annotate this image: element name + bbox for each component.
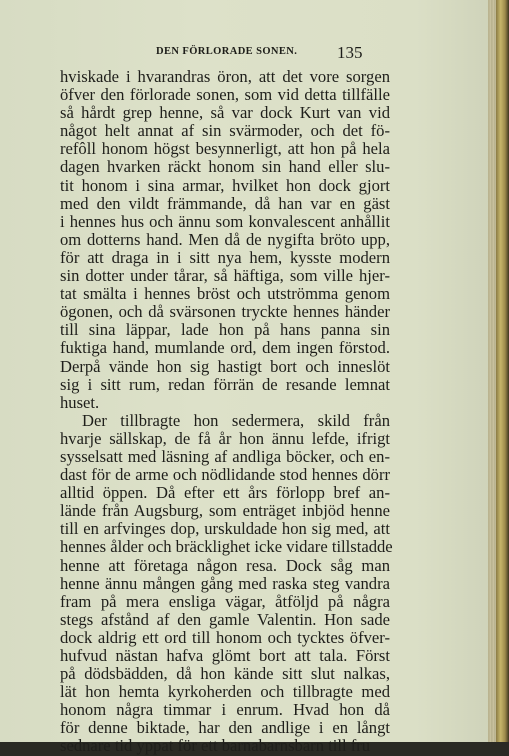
text-line: honom några timmar i enrum. Hvad hon då: [60, 700, 390, 720]
text-line: öfver den förlorade sonen, som vid detta tillfälle: [60, 85, 390, 105]
text-line: hvarje sällskap, de få år hon ännu lefde, ifrigt: [60, 428, 390, 448]
text-line: sin dotter under tårar, så häftiga, som ville hjer-: [60, 266, 390, 286]
text-line: henne att företaga någon resa. Dock såg man: [60, 555, 390, 575]
text-line: huset.: [60, 392, 100, 412]
text-line: sysselsatt med läsning af andliga böcker, och en-: [60, 446, 390, 466]
text-line: lände från Augsburg, som enträget inbjöd henne: [60, 501, 390, 521]
running-head-title: DEN FÖRLORADE SONEN.: [156, 46, 298, 57]
text-line: till sina läppar, lade hon på hans panna sin: [60, 320, 390, 340]
text-line: alltid öppen. Då efter ett års förlopp bref an-: [60, 483, 390, 503]
text-line: för att draga in i sitt nya hem, kysste modern: [60, 247, 390, 267]
text-line: Der tillbragte hon sedermera, skild från: [82, 410, 390, 430]
text-line: dock aldrig ett ord till honom och tycktes öfver-: [60, 627, 390, 647]
running-head: [60, 44, 390, 64]
text-line: Derpå vände hon sig hastigt bort och inneslöt: [60, 356, 390, 376]
page-edge-stack: [488, 0, 496, 742]
text-line: ögonen, och då svärsonen tryckte hennes händer: [60, 302, 390, 322]
text-line: dagen hvarken räckt honom sin hand eller slu-: [60, 157, 390, 177]
text-line: sednare tid yppat för ett barnabarnsbarn till fru: [60, 736, 371, 756]
text-line: tit honom i sina armar, hvilket hon dock gjort: [60, 175, 390, 195]
text-line: fuktiga hand, mumlande ord, dem ingen förstod.: [60, 338, 390, 358]
text-line: refôll honom högst besynnerligt, att hon på hela: [60, 139, 390, 159]
text-line: något helt annat af sin svärmoder, och det fö-: [60, 121, 390, 141]
text-line: på dödsbädden, då hon kände sitt slut nalkas,: [60, 664, 390, 684]
text-line: dast för de arme och nödlidande stod hennes dörr: [60, 465, 390, 485]
text-line: sig i sitt rum, redan förrän de resande lemnat: [60, 374, 390, 394]
text-line: för denne biktade, har den andlige i en långt: [60, 718, 390, 738]
text-line: hufvud nästan hafva glömt bort att tala. Först: [60, 646, 390, 665]
body-text: [60, 67, 393, 756]
book-cover-edge: [496, 0, 509, 742]
text-line: stegs afstånd af den gamle Valentin. Hon sade: [60, 609, 390, 629]
text-line: hviskade i hvarandras öron, att det vore sorgen: [60, 67, 390, 86]
text-line: till en arfvinges dop, urskuldade hon sig med, att: [60, 519, 390, 539]
text-line: lät hon hemta kyrkoherden och tillbragte med: [60, 682, 390, 702]
text-line: i hennes hus och ännu som konvalescent anhållit: [60, 211, 390, 231]
text-line: så hårdt grep henne, så var dock Kurt van vid: [60, 103, 390, 123]
text-line: hennes ålder och bräcklighet icke vidare tillstadde: [60, 537, 393, 557]
page-number: 135: [337, 43, 363, 62]
text-line: med den vildt främmande, då han var en gäst: [60, 193, 390, 213]
text-line: tat smälta i hennes bröst och utströmma genom: [60, 284, 390, 304]
text-line: fram på mera ensliga vägar, åtföljd på några: [60, 591, 390, 611]
text-line: om dotterns hand. Men då de nygifta bröto upp,: [60, 229, 390, 249]
text-line: henne ännu mången gång med raska steg vandra: [60, 573, 390, 593]
